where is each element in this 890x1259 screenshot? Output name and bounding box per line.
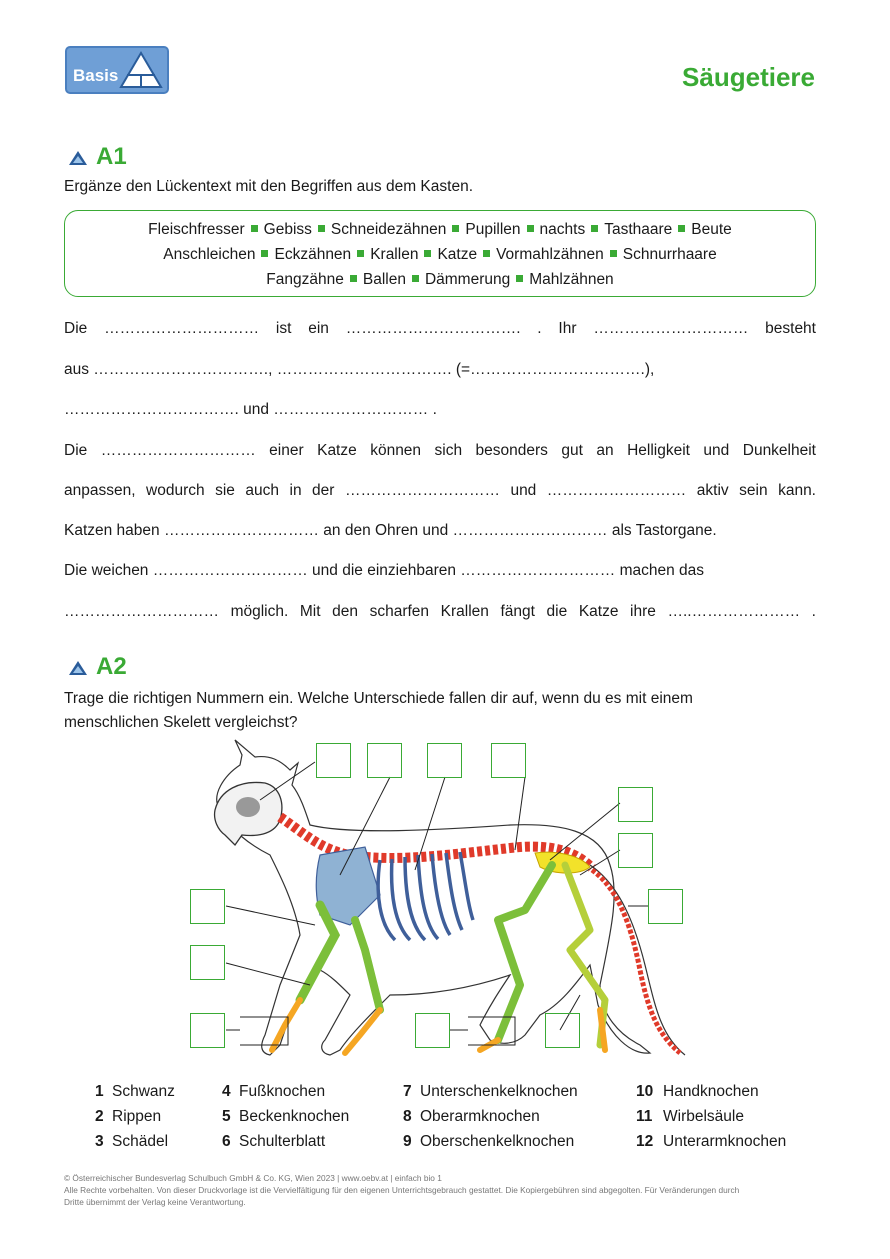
task-a1-label: A1 (96, 143, 127, 170)
legend-label: Unterschenkelknochen (420, 1083, 578, 1100)
answer-box-foot[interactable] (415, 1013, 450, 1048)
legend-item (403, 1133, 574, 1151)
word-item: Ballen (362, 271, 406, 288)
word-item: nachts (539, 221, 586, 238)
separator-square-icon (610, 250, 617, 257)
basis-logo (65, 46, 169, 94)
legend-label: Schädel (112, 1133, 169, 1150)
footer (64, 1172, 824, 1208)
word-item: Anschleichen (163, 246, 256, 263)
cloze-line: Die ………………………… ist ein ……………………………. . Ihr ………………………… besteht (64, 320, 816, 337)
task-a2-heading (68, 653, 127, 681)
legend-item (222, 1108, 349, 1126)
task-a1-instruction: Ergänze den Lückentext mit den Begriffen aus dem Kasten. (64, 178, 473, 195)
word-item: Vormahlzähnen (496, 246, 604, 263)
pyramid-icon (119, 51, 163, 91)
legend-label: Schulterblatt (239, 1133, 326, 1150)
word-item: Krallen (370, 246, 419, 263)
answer-box-hand[interactable] (190, 1013, 225, 1048)
legend-number: 9 (403, 1133, 412, 1150)
word-row (65, 242, 815, 267)
word-row (65, 217, 815, 242)
word-row (65, 267, 815, 292)
separator-square-icon (516, 275, 523, 282)
separator-square-icon (412, 275, 419, 282)
legend-number: 3 (95, 1133, 104, 1150)
legend-number: 12 (636, 1133, 654, 1150)
answer-box-neck[interactable] (316, 743, 351, 778)
word-item: Tasthaare (604, 221, 673, 238)
word-item: Schnurrhaare (622, 246, 717, 263)
legend-item (403, 1108, 540, 1126)
separator-square-icon (357, 250, 364, 257)
legend-number: 6 (222, 1133, 231, 1150)
legend-item (636, 1133, 786, 1151)
legend-label: Handknochen (663, 1083, 759, 1100)
word-item: Dämmerung (424, 271, 511, 288)
answer-box-pelvis[interactable] (618, 787, 653, 822)
legend-number: 5 (222, 1108, 231, 1125)
word-item: Katze (437, 246, 478, 263)
page-title: Säugetiere (682, 62, 815, 92)
task-a2-label: A2 (96, 653, 127, 680)
legend-label: Beckenknochen (239, 1108, 350, 1125)
separator-square-icon (527, 225, 534, 232)
cloze-line: Katzen haben ………………………… an den Ohren und ………………………… als Tastorgane. (64, 522, 717, 539)
legend-number: 7 (403, 1083, 412, 1100)
answer-box-upper-arm[interactable] (190, 889, 225, 924)
legend-label: Schwanz (112, 1083, 175, 1100)
legend-number: 10 (636, 1083, 654, 1100)
separator-square-icon (452, 225, 459, 232)
level-triangle-icon (68, 660, 88, 676)
task-a2-instruction-line2: menschlichen Skelett vergleichst? (64, 714, 298, 731)
answer-box-spine[interactable] (491, 743, 526, 778)
footer-line1: © Österreichischer Bundesverlag Schulbuch GmbH & Co. KG, Wien 2023 | www.oebv.at | einfach bio 1 (64, 1173, 442, 1183)
legend-number: 8 (403, 1108, 412, 1125)
separator-square-icon (424, 250, 431, 257)
eye-socket (236, 797, 260, 817)
legend-number: 1 (95, 1083, 104, 1100)
ribs (378, 852, 473, 940)
footer-line3: Dritte übernimmt der Verlag keine Verantwortung. (64, 1197, 246, 1207)
legend-item (636, 1083, 759, 1101)
legend-label: Wirbelsäule (663, 1108, 744, 1125)
legend-number: 11 (636, 1108, 653, 1125)
legend-item (95, 1133, 168, 1151)
word-item: Eckzähnen (274, 246, 352, 263)
separator-square-icon (350, 275, 357, 282)
word-item: Fangzähne (266, 271, 344, 288)
task-a2-instruction-line1: Trage die richtigen Nummern ein. Welche Unterschiede fallen dir auf, wenn du es mit einem (64, 690, 693, 707)
cloze-line: aus ……………………………., ……………………………. (=…………………………….), (64, 361, 655, 378)
legend-item (222, 1133, 325, 1151)
answer-box-tail[interactable] (648, 889, 683, 924)
level-triangle-icon (68, 150, 88, 166)
cat-outline (217, 740, 650, 1055)
legend-item (95, 1108, 161, 1126)
task-a1-heading (68, 143, 127, 171)
separator-square-icon (591, 225, 598, 232)
legend-label: Fußknochen (239, 1083, 326, 1100)
answer-box-forearm[interactable] (190, 945, 225, 980)
legend-number: 2 (95, 1108, 104, 1125)
word-item: Gebiss (263, 221, 312, 238)
separator-square-icon (318, 225, 325, 232)
answer-box-shin[interactable] (545, 1013, 580, 1048)
cloze-line: anpassen, wodurch sie auch in der ………………………… und ……………………… aktiv sein kann. (64, 482, 816, 499)
cloze-line: ………………………… möglich. Mit den scharfen Krallen fängt die Katze ihre …..………………… . (64, 603, 816, 620)
legend-number: 4 (222, 1083, 231, 1100)
legend-item (222, 1083, 325, 1101)
legend-item (636, 1108, 744, 1126)
answer-box-shoulder[interactable] (367, 743, 402, 778)
word-item: Fleischfresser (148, 221, 245, 238)
legend-label: Unterarmknochen (663, 1133, 787, 1150)
legend-item (95, 1083, 175, 1101)
answer-box-ribs[interactable] (427, 743, 462, 778)
separator-square-icon (251, 225, 258, 232)
separator-square-icon (261, 250, 268, 257)
separator-square-icon (483, 250, 490, 257)
legend-label: Oberarmknochen (420, 1108, 540, 1125)
footer-line2: Alle Rechte vorbehalten. Von dieser Druckvorlage ist die Vervielfältigung für den eigenen Unterrichtsgebrauch gestattet. Die Kopiergebühren sind abgegolten. Für Veränderungen durch (64, 1185, 740, 1195)
word-item: Mahlzähnen (529, 271, 614, 288)
legend-label: Rippen (112, 1108, 162, 1125)
legend-label: Oberschenkelknochen (420, 1133, 575, 1150)
word-item: Beute (691, 221, 732, 238)
word-item: Schneidezähnen (330, 221, 447, 238)
word-rows (65, 217, 815, 292)
cloze-line: Die weichen ………………………… und die einziehbaren ………………………… machen das (64, 562, 705, 579)
hind-leg (480, 865, 605, 1050)
separator-square-icon (678, 225, 685, 232)
word-item: Pupillen (465, 221, 521, 238)
cloze-line: ……………………………. und ………………………… . (64, 401, 437, 418)
answer-box-thigh[interactable] (618, 833, 653, 868)
word-box (64, 210, 816, 297)
cloze-line: Die ………………………… einer Katze können sich besonders gut an Helligkeit und Dunkelheit (64, 442, 816, 459)
logo-label: Basis (73, 66, 119, 85)
legend-item (403, 1083, 578, 1101)
